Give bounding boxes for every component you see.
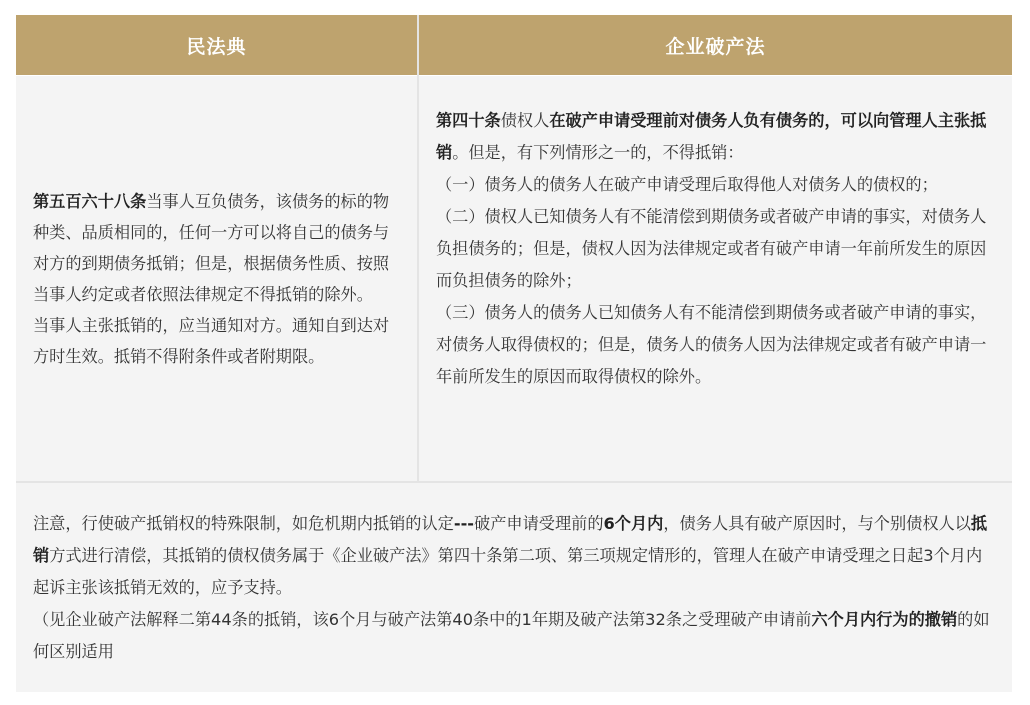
note-p1-b: 破产申请受理前的 xyxy=(474,514,604,533)
note-p1-c: ，债务人具有破产原因时，与个别债权人以 xyxy=(663,514,971,533)
bankruptcy-article: 第四十条 xyxy=(436,111,501,130)
header-bankruptcy-law-label: 企业破产法 xyxy=(665,35,766,58)
civil-code-article: 第五百六十八条 xyxy=(33,191,147,211)
note-p2-bold: 六个月内行为的撤销 xyxy=(811,610,958,629)
civil-code-text xyxy=(33,186,401,372)
header-bankruptcy-law xyxy=(419,15,1012,75)
bankruptcy-item3: （三）债务人的债务人已知债务人有不能清偿到期债务或者破产申请的事实，对债务人取得债权的；但是，债务人的债务人因为法律规定或者有破产申请一年前所发生的原因而取得债权的除外。 xyxy=(436,303,987,386)
header-civil-code-label: 民法典 xyxy=(186,35,247,58)
bankruptcy-item1: （一）债务人的债务人在破产申请受理后取得他人对债务人的债权的； xyxy=(436,175,938,194)
note-para2 xyxy=(33,604,998,668)
note-para1 xyxy=(33,508,998,604)
bankruptcy-law-cell xyxy=(419,76,1012,481)
note-p1-d: 方式进行清偿，其抵销的债权债务属于《企业破产法》第四十条第二项、第三项规定情形的，管理人在破产申请受理之日起3个月内起诉主张该抵销无效的，应予支持。 xyxy=(33,546,983,597)
header-civil-code xyxy=(16,15,417,75)
note-p1-a: 注意，行使破产抵销权的特殊限制，如危机期内抵销的认定 xyxy=(33,514,454,533)
bankruptcy-item2: （二）债权人已知债务人有不能清偿到期债务或者破产申请的事实，对债务人负担债务的；但是，债权人因为法律规定或者有破产申请一年前所发生的原因而负担债务的除外； xyxy=(436,207,987,290)
civil-code-cell xyxy=(16,76,417,481)
comparison-table xyxy=(16,15,1012,692)
note-cell xyxy=(16,483,1012,692)
note-p2-b: 的如何区别适用 xyxy=(33,610,990,661)
note-p2-a: （见企业破产法解释二第44条的抵销，该6个月与破产法第40条中的1年期及破产法第32条之受理破产申请前 xyxy=(33,610,812,629)
bankruptcy-tail: 。但是，有下列情形之一的，不得抵销： xyxy=(452,143,744,162)
bankruptcy-article-intro xyxy=(436,105,998,169)
column-divider xyxy=(417,15,419,481)
civil-code-para2: 当事人主张抵销的，应当通知对方。通知自到达对方时生效。抵销不得附条件或者附期限。 xyxy=(33,315,390,366)
note-setoff: 抵销 xyxy=(33,514,988,565)
bankruptcy-lead: 债权人 xyxy=(500,111,550,130)
bankruptcy-bold-clause: 在破产申请受理前对债务人负有债务的，可以向管理人主张抵销 xyxy=(436,111,987,162)
note-six-months: 6个月内 xyxy=(603,514,664,533)
civil-code-para1-text: 当事人互负债务，该债务的标的物种类、品质相同的，任何一方可以将自己的债务与对方的到期债务抵销；但是，根据债务性质、按照当事人约定或者依照法律规定不得抵销的除外。 xyxy=(33,191,390,304)
civil-code-para1 xyxy=(33,186,401,310)
note-p1-dash: --- xyxy=(453,514,475,533)
